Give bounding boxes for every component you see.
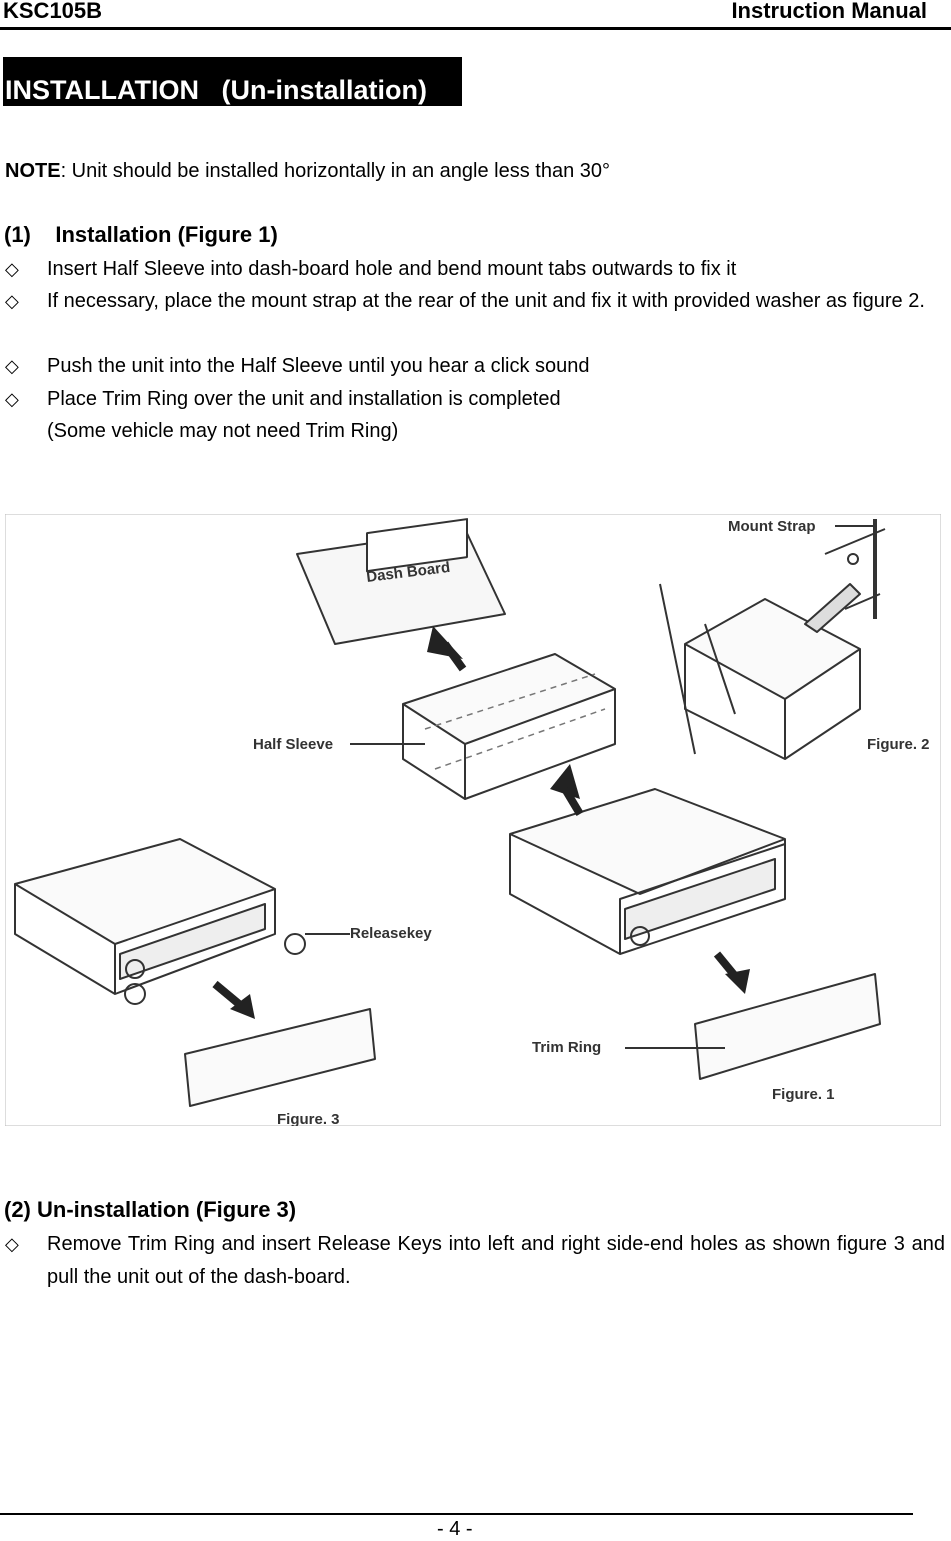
header-model: KSC105B — [3, 0, 103, 23]
section-title: INSTALLATION (Un-installation) — [3, 57, 462, 106]
installation-heading: (1) Installation (Figure 1) — [4, 222, 278, 247]
installation-note: (Some vehicle may not need Trim Ring) — [47, 420, 399, 442]
note-text: : Unit should be installed horizontally in an angle less than 30° — [60, 160, 611, 182]
diamond-outline-icon: ◇ — [5, 291, 19, 312]
footer-rule — [0, 1513, 913, 1515]
uninstallation-heading: (2) Un-installation (Figure 3) — [4, 1197, 297, 1222]
label-figure2: Figure. 2 — [867, 736, 930, 753]
installation-bullet-2: ◇ If necessary, place the mount strap at the rear of the unit and fix it with provided washer as figure 2. — [5, 285, 945, 318]
diamond-outline-icon: ◇ — [5, 389, 19, 410]
label-mount-strap: Mount Strap — [728, 518, 816, 535]
installation-bullet-4: ◇ Place Trim Ring over the unit and installation is completed — [5, 383, 945, 416]
installation-diagram — [5, 514, 941, 1126]
diamond-outline-icon: ◇ — [5, 1234, 19, 1255]
label-figure1: Figure. 1 — [772, 1086, 835, 1103]
header-manual-title: Instruction Manual — [731, 0, 927, 23]
label-half-sleeve: Half Sleeve — [253, 736, 334, 753]
label-dash-board: Dash Board — [365, 558, 452, 586]
diamond-outline-icon: ◇ — [5, 356, 19, 377]
note — [5, 160, 610, 183]
header-rule — [0, 27, 951, 30]
diamond-outline-icon: ◇ — [5, 259, 19, 280]
label-releasekey: Releasekey — [350, 925, 432, 942]
note-label: NOTE — [5, 160, 61, 182]
label-trim-ring: Trim Ring — [532, 1039, 602, 1056]
uninstallation-bullet-1: ◇ Remove Trim Ring and insert Release Keys into left and right side-end holes as shown figure 3 and pull the unit out of the dash-board. — [5, 1228, 945, 1294]
installation-bullet-1: ◇ Insert Half Sleeve into dash-board hole and bend mount tabs outwards to fix it — [5, 253, 945, 286]
installation-bullet-3: ◇ Push the unit into the Half Sleeve until you hear a click sound — [5, 350, 945, 383]
label-figure3: Figure. 3 — [277, 1111, 340, 1126]
page-number: - 4 - — [437, 1518, 473, 1540]
